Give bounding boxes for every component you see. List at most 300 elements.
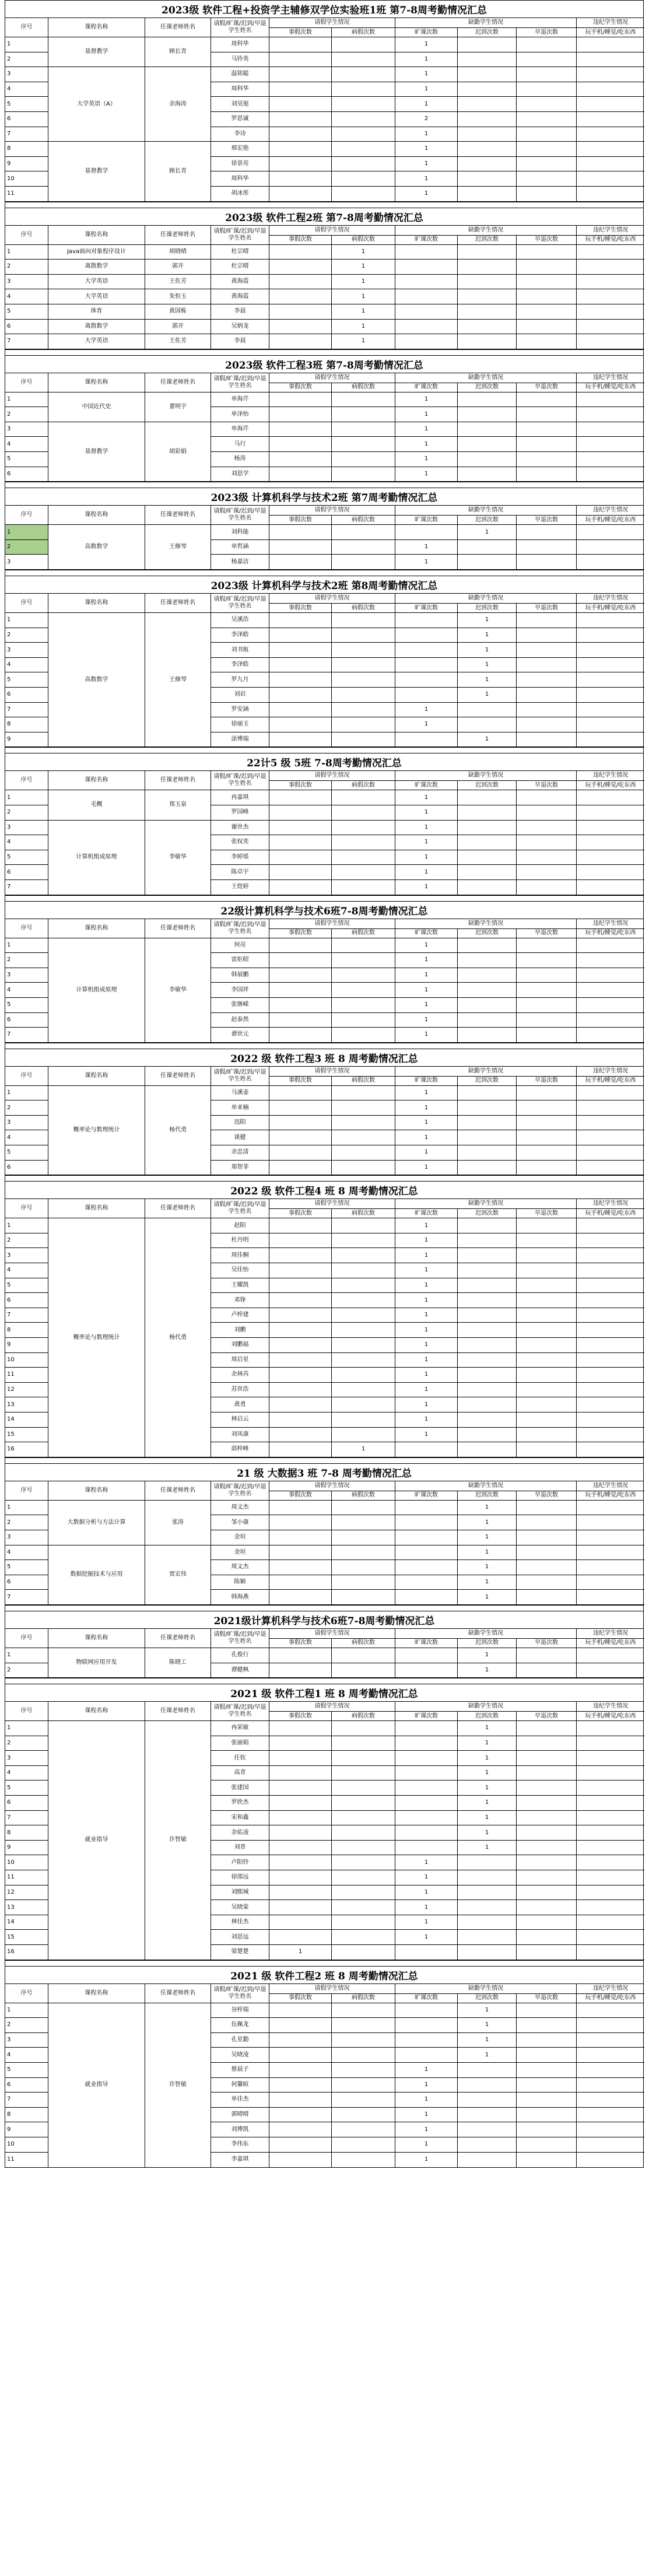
early-leave-count	[517, 688, 577, 703]
sick-leave-count	[332, 1530, 395, 1545]
violation-count	[577, 1353, 644, 1368]
early-leave-count	[517, 1825, 577, 1841]
student-name: 罗欣杰	[211, 1796, 269, 1811]
early-leave-count	[517, 555, 577, 570]
late-count	[458, 555, 517, 570]
row-seq: 6	[5, 467, 48, 482]
late-count: 1	[458, 1530, 517, 1545]
early-leave-count	[517, 1101, 577, 1116]
sick-leave-count	[332, 805, 395, 821]
sick-leave-count	[332, 643, 395, 658]
student-name: 郑智菲	[211, 1161, 269, 1176]
row-seq: 7	[5, 1028, 48, 1043]
header-student-names: 请假/旷课/迟到/早退学生姓名	[211, 1481, 269, 1500]
student-name: 谷梓瑞	[211, 2003, 269, 2018]
sick-leave-count	[332, 1560, 395, 1575]
early-leave-count	[517, 2063, 577, 2078]
violation-count	[577, 1515, 644, 1530]
header-course: 课程名称	[48, 1067, 145, 1085]
sick-leave-count	[332, 850, 395, 865]
sick-leave-count	[332, 628, 395, 643]
personal-leave-count	[269, 1515, 332, 1530]
personal-leave-count	[269, 1116, 332, 1131]
row-seq: 4	[5, 1766, 48, 1781]
student-name: 林启云	[211, 1413, 269, 1428]
row-seq: 4	[5, 2048, 48, 2063]
personal-leave-count	[269, 142, 332, 157]
table-title: 2023级 软件工程3班 第7-8周考勤情况汇总	[5, 356, 643, 373]
student-name: 金垣	[211, 1530, 269, 1545]
truancy-count: 1	[395, 1233, 458, 1249]
personal-leave-count	[269, 525, 332, 540]
row-seq: 16	[5, 1442, 48, 1457]
sick-leave-count	[332, 835, 395, 850]
personal-leave-count	[269, 392, 332, 408]
violation-count	[577, 613, 644, 628]
early-leave-count	[517, 1338, 577, 1353]
row-seq: 2	[5, 953, 48, 968]
late-count: 1	[458, 628, 517, 643]
violation-count	[577, 245, 644, 260]
table-body	[5, 938, 643, 1043]
row-seq: 1	[5, 790, 48, 805]
violation-count	[577, 422, 644, 437]
row-seq: 4	[5, 983, 48, 998]
violation-count	[577, 1278, 644, 1294]
row-seq: 5	[5, 1560, 48, 1575]
row-seq: 10	[5, 2137, 48, 2153]
header-truancy: 旷课次数	[395, 1711, 458, 1720]
student-name: 刘凤康	[211, 1428, 269, 1443]
early-leave-count	[517, 1885, 577, 1901]
row-seq: 6	[5, 1161, 48, 1176]
violation-count	[577, 1811, 644, 1826]
late-count: 1	[458, 2033, 517, 2048]
personal-leave-count	[269, 1161, 332, 1176]
sick-leave-count	[332, 1796, 395, 1811]
late-count	[458, 938, 517, 954]
header-sick-leave: 病假次数	[332, 515, 395, 524]
late-count	[458, 52, 517, 68]
truancy-count: 1	[395, 790, 458, 805]
sick-leave-count	[332, 2063, 395, 2078]
truancy-count	[395, 643, 458, 658]
personal-leave-count	[269, 422, 332, 437]
early-leave-count	[517, 1663, 577, 1678]
late-count	[458, 1945, 517, 1960]
sick-leave-count	[332, 422, 395, 437]
personal-leave-count	[269, 157, 332, 172]
row-seq: 8	[5, 142, 48, 157]
truancy-count	[395, 525, 458, 540]
header-early: 早退次数	[517, 928, 577, 938]
row-seq: 15	[5, 1930, 48, 1945]
violation-count	[577, 1397, 644, 1413]
truancy-count: 1	[395, 835, 458, 850]
personal-leave-count	[269, 2122, 332, 2137]
row-seq: 4	[5, 1545, 48, 1561]
header-teacher: 任课老师姓名	[145, 1481, 211, 1500]
table-header	[5, 1984, 643, 2003]
course-name: 计算机组成原理	[48, 938, 145, 1043]
row-seq: 1	[5, 2003, 48, 2018]
student-name: 苏世浩	[211, 1383, 269, 1398]
early-leave-count	[517, 1515, 577, 1530]
truancy-count	[395, 1721, 458, 1736]
sick-leave-count	[332, 2018, 395, 2033]
violation-count	[577, 1885, 644, 1901]
truancy-count: 1	[395, 938, 458, 954]
personal-leave-count	[269, 304, 332, 320]
sick-leave-count	[332, 392, 395, 408]
violation-count	[577, 880, 644, 895]
truancy-count: 1	[395, 1278, 458, 1294]
row-seq: 2	[5, 1736, 48, 1751]
student-name: 吴晓凌	[211, 2048, 269, 2063]
violation-count	[577, 171, 644, 187]
violation-count	[577, 2122, 644, 2137]
row-seq: 2	[5, 260, 48, 275]
course-name: Java面向对象程序设计	[48, 245, 145, 260]
early-leave-count	[517, 1263, 577, 1278]
teacher-name: 郑玉泉	[145, 790, 211, 820]
student-name: 涂博瑞	[211, 733, 269, 748]
header-sick-leave: 病假次数	[332, 383, 395, 392]
student-name: 冉嘉琪	[211, 790, 269, 805]
sick-leave-count	[332, 437, 395, 452]
early-leave-count	[517, 52, 577, 68]
attendance-table	[5, 1960, 644, 2168]
sick-leave-count	[332, 1145, 395, 1161]
late-count	[458, 97, 517, 112]
header-sick-leave: 病假次数	[332, 1993, 395, 2003]
row-seq: 4	[5, 1263, 48, 1278]
sick-leave-count	[332, 1013, 395, 1028]
attendance-table	[5, 570, 644, 747]
early-leave-count	[517, 1353, 577, 1368]
header-student-names: 请假/旷课/迟到/早退学生姓名	[211, 226, 269, 244]
course-name: 毛概	[48, 790, 145, 820]
header-seq: 序号	[5, 919, 48, 938]
early-leave-count	[517, 983, 577, 998]
student-name: 余忠清	[211, 1145, 269, 1161]
course-name: 体育	[48, 304, 145, 320]
header-violation-group: 违纪学生情况	[593, 1200, 628, 1207]
personal-leave-count	[269, 437, 332, 452]
student-name: 温铭聪	[211, 67, 269, 82]
row-seq: 3	[5, 643, 48, 658]
row-seq: 1	[5, 1218, 48, 1233]
truancy-count: 1	[395, 2063, 458, 2078]
truancy-count	[395, 1736, 458, 1751]
personal-leave-count	[269, 1575, 332, 1590]
table-title: 21 级 大数据3 班 7-8 周考勤情况汇总	[5, 1464, 643, 1481]
header-leave-group: 请假学生情况	[269, 18, 395, 27]
personal-leave-count	[269, 1383, 332, 1398]
early-leave-count	[517, 1248, 577, 1263]
table-header	[5, 1629, 643, 1648]
sick-leave-count	[332, 1945, 395, 1960]
header-teacher: 任课老师姓名	[145, 226, 211, 244]
student-name: 刘思远	[211, 1930, 269, 1945]
table-body	[5, 1648, 643, 1678]
early-leave-count	[517, 821, 577, 836]
truancy-count: 1	[395, 1870, 458, 1885]
sick-leave-count	[332, 1293, 395, 1308]
early-leave-count	[517, 1028, 577, 1043]
violation-count	[577, 1101, 644, 1116]
row-seq: 2	[5, 407, 48, 422]
student-name: 李泽皓	[211, 658, 269, 673]
sick-leave-count: 1	[332, 289, 395, 304]
personal-leave-count	[269, 2078, 332, 2093]
header-early: 早退次数	[517, 1638, 577, 1648]
row-seq: 4	[5, 1130, 48, 1145]
course-name: 就业指导	[48, 1721, 145, 1960]
header-leave-group: 请假学生情况	[269, 771, 395, 780]
row-seq: 1	[5, 1648, 48, 1663]
row-seq: 9	[5, 157, 48, 172]
table-title: 2023级 计算机科学与技术2班 第7周考勤情况汇总	[5, 488, 643, 506]
violation-count	[577, 1248, 644, 1263]
course-name: 就业指导	[48, 2003, 145, 2168]
truancy-count: 1	[395, 127, 458, 142]
violation-count	[577, 643, 644, 658]
violation-count	[577, 1945, 644, 1960]
violation-count	[577, 790, 644, 805]
personal-leave-count	[269, 1130, 332, 1145]
sick-leave-count	[332, 1575, 395, 1590]
student-name: 谭世元	[211, 1028, 269, 1043]
row-seq: 5	[5, 850, 48, 865]
late-count	[458, 407, 517, 422]
student-name: 余林芮	[211, 1368, 269, 1383]
early-leave-count	[517, 97, 577, 112]
truancy-count	[395, 1590, 458, 1605]
table-title: 2023级 软件工程+投资学主辅修双学位实验班1班 第7-8周考勤情况汇总	[5, 1, 643, 18]
sick-leave-count	[332, 2153, 395, 2168]
personal-leave-count	[269, 97, 332, 112]
student-name: 伍佩龙	[211, 2018, 269, 2033]
violation-count	[577, 850, 644, 865]
early-leave-count	[517, 422, 577, 437]
late-count	[458, 1930, 517, 1945]
truancy-count: 1	[395, 717, 458, 733]
truancy-count: 1	[395, 1885, 458, 1901]
truancy-count: 1	[395, 1915, 458, 1930]
student-name: 邓铮	[211, 1293, 269, 1308]
course-name: 大学英语	[48, 289, 145, 304]
violation-count	[577, 717, 644, 733]
violation-count	[577, 1130, 644, 1145]
violation-count	[577, 998, 644, 1013]
header-seq: 序号	[5, 594, 48, 612]
row-seq: 2	[5, 1233, 48, 1249]
sick-leave-count	[332, 1501, 395, 1516]
truancy-count: 1	[395, 452, 458, 467]
truancy-count: 1	[395, 1218, 458, 1233]
header-student-names: 请假/旷课/迟到/早退学生姓名	[211, 919, 269, 938]
sick-leave-count	[332, 1086, 395, 1101]
personal-leave-count	[269, 1248, 332, 1263]
late-count	[458, 540, 517, 555]
late-count	[458, 1101, 517, 1116]
truancy-count	[395, 304, 458, 320]
sick-leave-count	[332, 171, 395, 187]
student-name: 韩展鹏	[211, 968, 269, 983]
row-seq: 1	[5, 245, 48, 260]
personal-leave-count	[269, 1028, 332, 1043]
personal-leave-count	[269, 1781, 332, 1796]
personal-leave-count	[269, 1825, 332, 1841]
violation-count	[577, 658, 644, 673]
header-sick-leave: 病假次数	[332, 1076, 395, 1085]
teacher-name: 王修琴	[145, 613, 211, 747]
late-count	[458, 880, 517, 895]
early-leave-count	[517, 289, 577, 304]
student-name: 杨嘉洁	[211, 555, 269, 570]
violation-count	[577, 1013, 644, 1028]
sick-leave-count	[332, 67, 395, 82]
row-seq: 1	[5, 1501, 48, 1516]
table-header	[5, 1481, 643, 1501]
truancy-count	[395, 688, 458, 703]
header-absent-group: 缺勤学生情况	[395, 373, 577, 383]
early-leave-count	[517, 1545, 577, 1561]
late-count	[458, 1428, 517, 1443]
violation-count	[577, 1796, 644, 1811]
early-leave-count	[517, 540, 577, 555]
late-count: 1	[458, 1825, 517, 1841]
teacher-name: 余海涛	[145, 67, 211, 142]
truancy-count: 1	[395, 880, 458, 895]
truancy-count: 1	[395, 865, 458, 880]
early-leave-count	[517, 1130, 577, 1145]
violation-count	[577, 1545, 644, 1561]
late-count	[458, 1383, 517, 1398]
early-leave-count	[517, 968, 577, 983]
header-absent-group: 缺勤学生情况	[395, 1629, 577, 1638]
sick-leave-count	[332, 865, 395, 880]
violation-count	[577, 2063, 644, 2078]
early-leave-count	[517, 1161, 577, 1176]
personal-leave-count	[269, 703, 332, 718]
late-count	[458, 1028, 517, 1043]
violation-count	[577, 1323, 644, 1338]
violation-count	[577, 1721, 644, 1736]
personal-leave-count	[269, 1218, 332, 1233]
student-name: 马行	[211, 437, 269, 452]
student-name: 周文杰	[211, 1501, 269, 1516]
header-sick-leave: 病假次数	[332, 1208, 395, 1218]
student-name: 张建国	[211, 1781, 269, 1796]
separator-row	[5, 1606, 643, 1611]
truancy-count	[395, 1796, 458, 1811]
late-count	[458, 1323, 517, 1338]
table-body	[5, 2003, 643, 2168]
personal-leave-count	[269, 1323, 332, 1338]
personal-leave-count	[269, 2003, 332, 2018]
personal-leave-count	[269, 407, 332, 422]
header-violation-group: 违纪学生情况	[593, 1703, 628, 1710]
row-seq: 4	[5, 835, 48, 850]
personal-leave-count	[269, 540, 332, 555]
row-seq: 1	[5, 938, 48, 954]
personal-leave-count	[269, 1870, 332, 1885]
row-seq: 7	[5, 880, 48, 895]
header-absent-group: 缺勤学生情况	[395, 506, 577, 515]
truancy-count	[395, 1825, 458, 1841]
teacher-name: 顾长青	[145, 142, 211, 201]
course-name: 概率论与数理统计	[48, 1218, 145, 1457]
student-name: 雷炬昭	[211, 953, 269, 968]
row-seq: 7	[5, 127, 48, 142]
separator-row	[5, 202, 643, 208]
violation-count	[577, 1308, 644, 1323]
sick-leave-count	[332, 1590, 395, 1605]
sick-leave-count	[332, 1825, 395, 1841]
separator-row	[5, 1961, 643, 1967]
header-absent-group: 缺勤学生情况	[395, 771, 577, 780]
row-seq: 6	[5, 865, 48, 880]
sick-leave-count	[332, 1428, 395, 1443]
course-name: 大学英语（A）	[48, 67, 145, 142]
sick-leave-count	[332, 1161, 395, 1176]
header-sick-leave: 病假次数	[332, 1711, 395, 1720]
header-violation: 玩手机/睡觉/吃东西	[577, 1711, 644, 1720]
table-title: 22级计算机科学与技术6班7-8周考勤情况汇总	[5, 902, 643, 919]
header-seq: 序号	[5, 1984, 48, 2003]
attendance-table	[5, 202, 644, 349]
personal-leave-count	[269, 1293, 332, 1308]
student-name: 周科华	[211, 171, 269, 187]
early-leave-count	[517, 1766, 577, 1781]
table-header	[5, 506, 643, 525]
separator-row	[5, 1678, 643, 1684]
late-count: 1	[458, 1545, 517, 1561]
late-count: 1	[458, 1648, 517, 1663]
header-teacher: 任课老师姓名	[145, 1067, 211, 1085]
violation-count	[577, 157, 644, 172]
student-name: 李嘉琪	[211, 2153, 269, 2168]
student-name: 刘昊旭	[211, 97, 269, 112]
table-header	[5, 919, 643, 938]
header-student-names: 请假/旷课/迟到/早退学生姓名	[211, 506, 269, 524]
student-name: 邢宏艳	[211, 142, 269, 157]
header-violation-group: 违纪学生情况	[593, 226, 628, 233]
row-seq: 5	[5, 304, 48, 320]
personal-leave-count	[269, 880, 332, 895]
sick-leave-count	[332, 688, 395, 703]
late-count	[458, 392, 517, 408]
header-violation: 玩手机/睡觉/吃东西	[577, 1491, 644, 1500]
late-count	[458, 1353, 517, 1368]
early-leave-count	[517, 880, 577, 895]
truancy-count: 1	[395, 187, 458, 202]
table-body	[5, 1218, 643, 1457]
late-count: 1	[458, 2048, 517, 2063]
header-early: 早退次数	[517, 1711, 577, 1720]
student-name: 马溪壶	[211, 1086, 269, 1101]
student-name: 罗安涵	[211, 703, 269, 718]
table-header	[5, 1702, 643, 1721]
course-name: 基督教学	[48, 37, 145, 67]
truancy-count	[395, 1663, 458, 1678]
late-count: 1	[458, 1560, 517, 1575]
late-count: 1	[458, 733, 517, 748]
truancy-count: 1	[395, 703, 458, 718]
sick-leave-count	[332, 2108, 395, 2123]
